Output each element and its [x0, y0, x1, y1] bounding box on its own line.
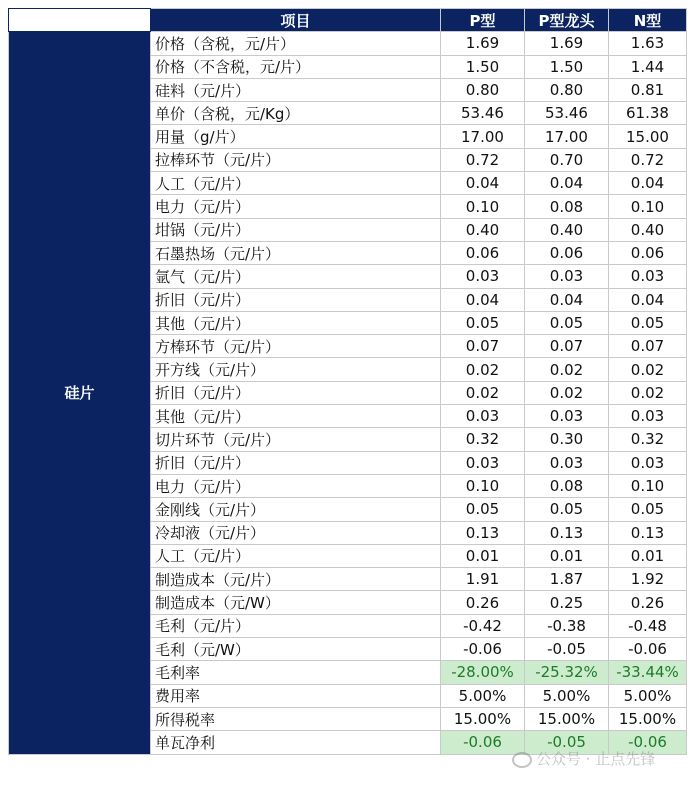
row-n-value: 0.06 [609, 241, 687, 264]
table-row [9, 32, 687, 55]
row-item-label: 毛利（元/W） [151, 638, 441, 661]
row-item-label: 开方线（元/片） [151, 358, 441, 381]
row-p-leader-value: 15.00% [525, 707, 609, 730]
row-item-label: 拉棒环节（元/片） [151, 148, 441, 171]
row-p-leader-value: 0.08 [525, 195, 609, 218]
row-p-value: 5.00% [441, 684, 525, 707]
row-p-leader-value: 0.03 [525, 405, 609, 428]
row-p-leader-value: 0.02 [525, 381, 609, 404]
row-p-value: 0.01 [441, 544, 525, 567]
row-n-value: 0.72 [609, 148, 687, 171]
row-n-value: 0.10 [609, 474, 687, 497]
header-p-type-leader: P型龙头 [525, 9, 609, 32]
row-n-value: 0.07 [609, 335, 687, 358]
row-n-value: 15.00% [609, 707, 687, 730]
row-p-value: 1.91 [441, 568, 525, 591]
row-n-value: 1.63 [609, 32, 687, 55]
row-item-label: 价格（含税，元/片） [151, 32, 441, 55]
row-p-value: 1.50 [441, 55, 525, 78]
side-label: 硅片 [9, 32, 151, 754]
row-p-leader-value: 0.25 [525, 591, 609, 614]
row-n-value: 0.13 [609, 521, 687, 544]
row-p-value: 0.06 [441, 241, 525, 264]
row-p-value: 0.02 [441, 381, 525, 404]
row-item-label: 金刚线（元/片） [151, 498, 441, 521]
row-p-value: 0.04 [441, 172, 525, 195]
row-p-leader-value: -0.05 [525, 638, 609, 661]
row-n-value: 0.04 [609, 172, 687, 195]
row-item-label: 方棒环节（元/片） [151, 335, 441, 358]
row-item-label: 费用率 [151, 684, 441, 707]
row-p-value: 0.02 [441, 358, 525, 381]
row-n-value: 0.02 [609, 381, 687, 404]
row-p-value: 0.04 [441, 288, 525, 311]
row-p-leader-value: 0.03 [525, 451, 609, 474]
row-n-value: 15.00 [609, 125, 687, 148]
row-p-value: 0.03 [441, 405, 525, 428]
row-item-label: 制造成本（元/W） [151, 591, 441, 614]
row-n-value: 0.01 [609, 544, 687, 567]
row-p-leader-value: 0.70 [525, 148, 609, 171]
row-item-label: 石墨热场（元/片） [151, 241, 441, 264]
header-item: 项目 [151, 9, 441, 32]
row-n-value: 0.04 [609, 288, 687, 311]
row-n-value: -0.06 [609, 731, 687, 754]
row-n-value: -33.44% [609, 661, 687, 684]
row-p-value: 0.03 [441, 265, 525, 288]
row-n-value: 1.44 [609, 55, 687, 78]
row-item-label: 毛利率 [151, 661, 441, 684]
row-n-value: 0.40 [609, 218, 687, 241]
row-p-value: -0.06 [441, 731, 525, 754]
row-item-label: 价格（不含税，元/片） [151, 55, 441, 78]
row-item-label: 切片环节（元/片） [151, 428, 441, 451]
row-p-leader-value: -25.32% [525, 661, 609, 684]
row-item-label: 氩气（元/片） [151, 265, 441, 288]
row-item-label: 单价（含税，元/Kg） [151, 102, 441, 125]
row-p-leader-value: 1.50 [525, 55, 609, 78]
row-p-value: 0.72 [441, 148, 525, 171]
row-p-leader-value: 0.80 [525, 78, 609, 101]
row-item-label: 折旧（元/片） [151, 381, 441, 404]
row-n-value: 0.32 [609, 428, 687, 451]
row-p-value: -0.42 [441, 614, 525, 637]
row-item-label: 电力（元/片） [151, 195, 441, 218]
row-n-value: 1.92 [609, 568, 687, 591]
row-p-value: 0.40 [441, 218, 525, 241]
row-p-value: 0.10 [441, 195, 525, 218]
row-p-leader-value: 0.40 [525, 218, 609, 241]
row-item-label: 人工（元/片） [151, 544, 441, 567]
row-p-value: 0.80 [441, 78, 525, 101]
row-n-value: 0.05 [609, 498, 687, 521]
row-p-value: 0.07 [441, 335, 525, 358]
row-item-label: 折旧（元/片） [151, 288, 441, 311]
row-item-label: 冷却液（元/片） [151, 521, 441, 544]
row-p-value: 0.26 [441, 591, 525, 614]
row-p-value: 0.03 [441, 451, 525, 474]
row-item-label: 所得税率 [151, 707, 441, 730]
row-p-leader-value: -0.38 [525, 614, 609, 637]
row-item-label: 人工（元/片） [151, 172, 441, 195]
row-p-leader-value: 0.08 [525, 474, 609, 497]
row-item-label: 毛利（元/片） [151, 614, 441, 637]
row-p-leader-value: 0.06 [525, 241, 609, 264]
silicon-wafer-cost-table [8, 8, 687, 755]
row-p-leader-value: 0.30 [525, 428, 609, 451]
row-item-label: 折旧（元/片） [151, 451, 441, 474]
row-p-leader-value: 0.05 [525, 311, 609, 334]
row-p-leader-value: 0.07 [525, 335, 609, 358]
row-p-leader-value: 1.69 [525, 32, 609, 55]
row-p-leader-value: 5.00% [525, 684, 609, 707]
row-item-label: 硅料（元/片） [151, 78, 441, 101]
row-p-leader-value: 0.03 [525, 265, 609, 288]
row-n-value: 61.38 [609, 102, 687, 125]
row-p-value: 15.00% [441, 707, 525, 730]
header-n-type: N型 [609, 9, 687, 32]
row-n-value: 0.26 [609, 591, 687, 614]
row-n-value: -0.06 [609, 638, 687, 661]
row-n-value: 0.05 [609, 311, 687, 334]
row-item-label: 用量（g/片） [151, 125, 441, 148]
row-p-value: 1.69 [441, 32, 525, 55]
row-n-value: 0.03 [609, 405, 687, 428]
row-item-label: 电力（元/片） [151, 474, 441, 497]
row-p-value: 0.32 [441, 428, 525, 451]
row-n-value: -0.48 [609, 614, 687, 637]
row-p-leader-value: 1.87 [525, 568, 609, 591]
table-header-row [9, 9, 687, 32]
row-p-value: -0.06 [441, 638, 525, 661]
row-p-leader-value: 0.05 [525, 498, 609, 521]
row-item-label: 制造成本（元/片） [151, 568, 441, 591]
row-p-leader-value: 0.04 [525, 288, 609, 311]
row-p-leader-value: 53.46 [525, 102, 609, 125]
row-item-label: 坩锅（元/片） [151, 218, 441, 241]
row-item-label: 单瓦净利 [151, 731, 441, 754]
row-n-value: 0.03 [609, 451, 687, 474]
row-p-value: 0.13 [441, 521, 525, 544]
row-p-leader-value: 0.04 [525, 172, 609, 195]
row-p-value: 17.00 [441, 125, 525, 148]
row-p-value: 0.05 [441, 498, 525, 521]
row-p-value: 53.46 [441, 102, 525, 125]
header-corner [9, 9, 151, 32]
row-p-leader-value: 0.13 [525, 521, 609, 544]
row-p-value: 0.10 [441, 474, 525, 497]
row-n-value: 0.10 [609, 195, 687, 218]
row-p-value: 0.05 [441, 311, 525, 334]
row-n-value: 5.00% [609, 684, 687, 707]
row-p-leader-value: 0.02 [525, 358, 609, 381]
row-p-leader-value: -0.05 [525, 731, 609, 754]
row-item-label: 其他（元/片） [151, 311, 441, 334]
row-n-value: 0.81 [609, 78, 687, 101]
row-p-leader-value: 17.00 [525, 125, 609, 148]
watermark-text: 公众号 · 止点先锋 [536, 750, 656, 768]
row-p-leader-value: 0.01 [525, 544, 609, 567]
row-item-label: 其他（元/片） [151, 405, 441, 428]
row-n-value: 0.02 [609, 358, 687, 381]
row-p-value: -28.00% [441, 661, 525, 684]
header-p-type: P型 [441, 9, 525, 32]
row-n-value: 0.03 [609, 265, 687, 288]
